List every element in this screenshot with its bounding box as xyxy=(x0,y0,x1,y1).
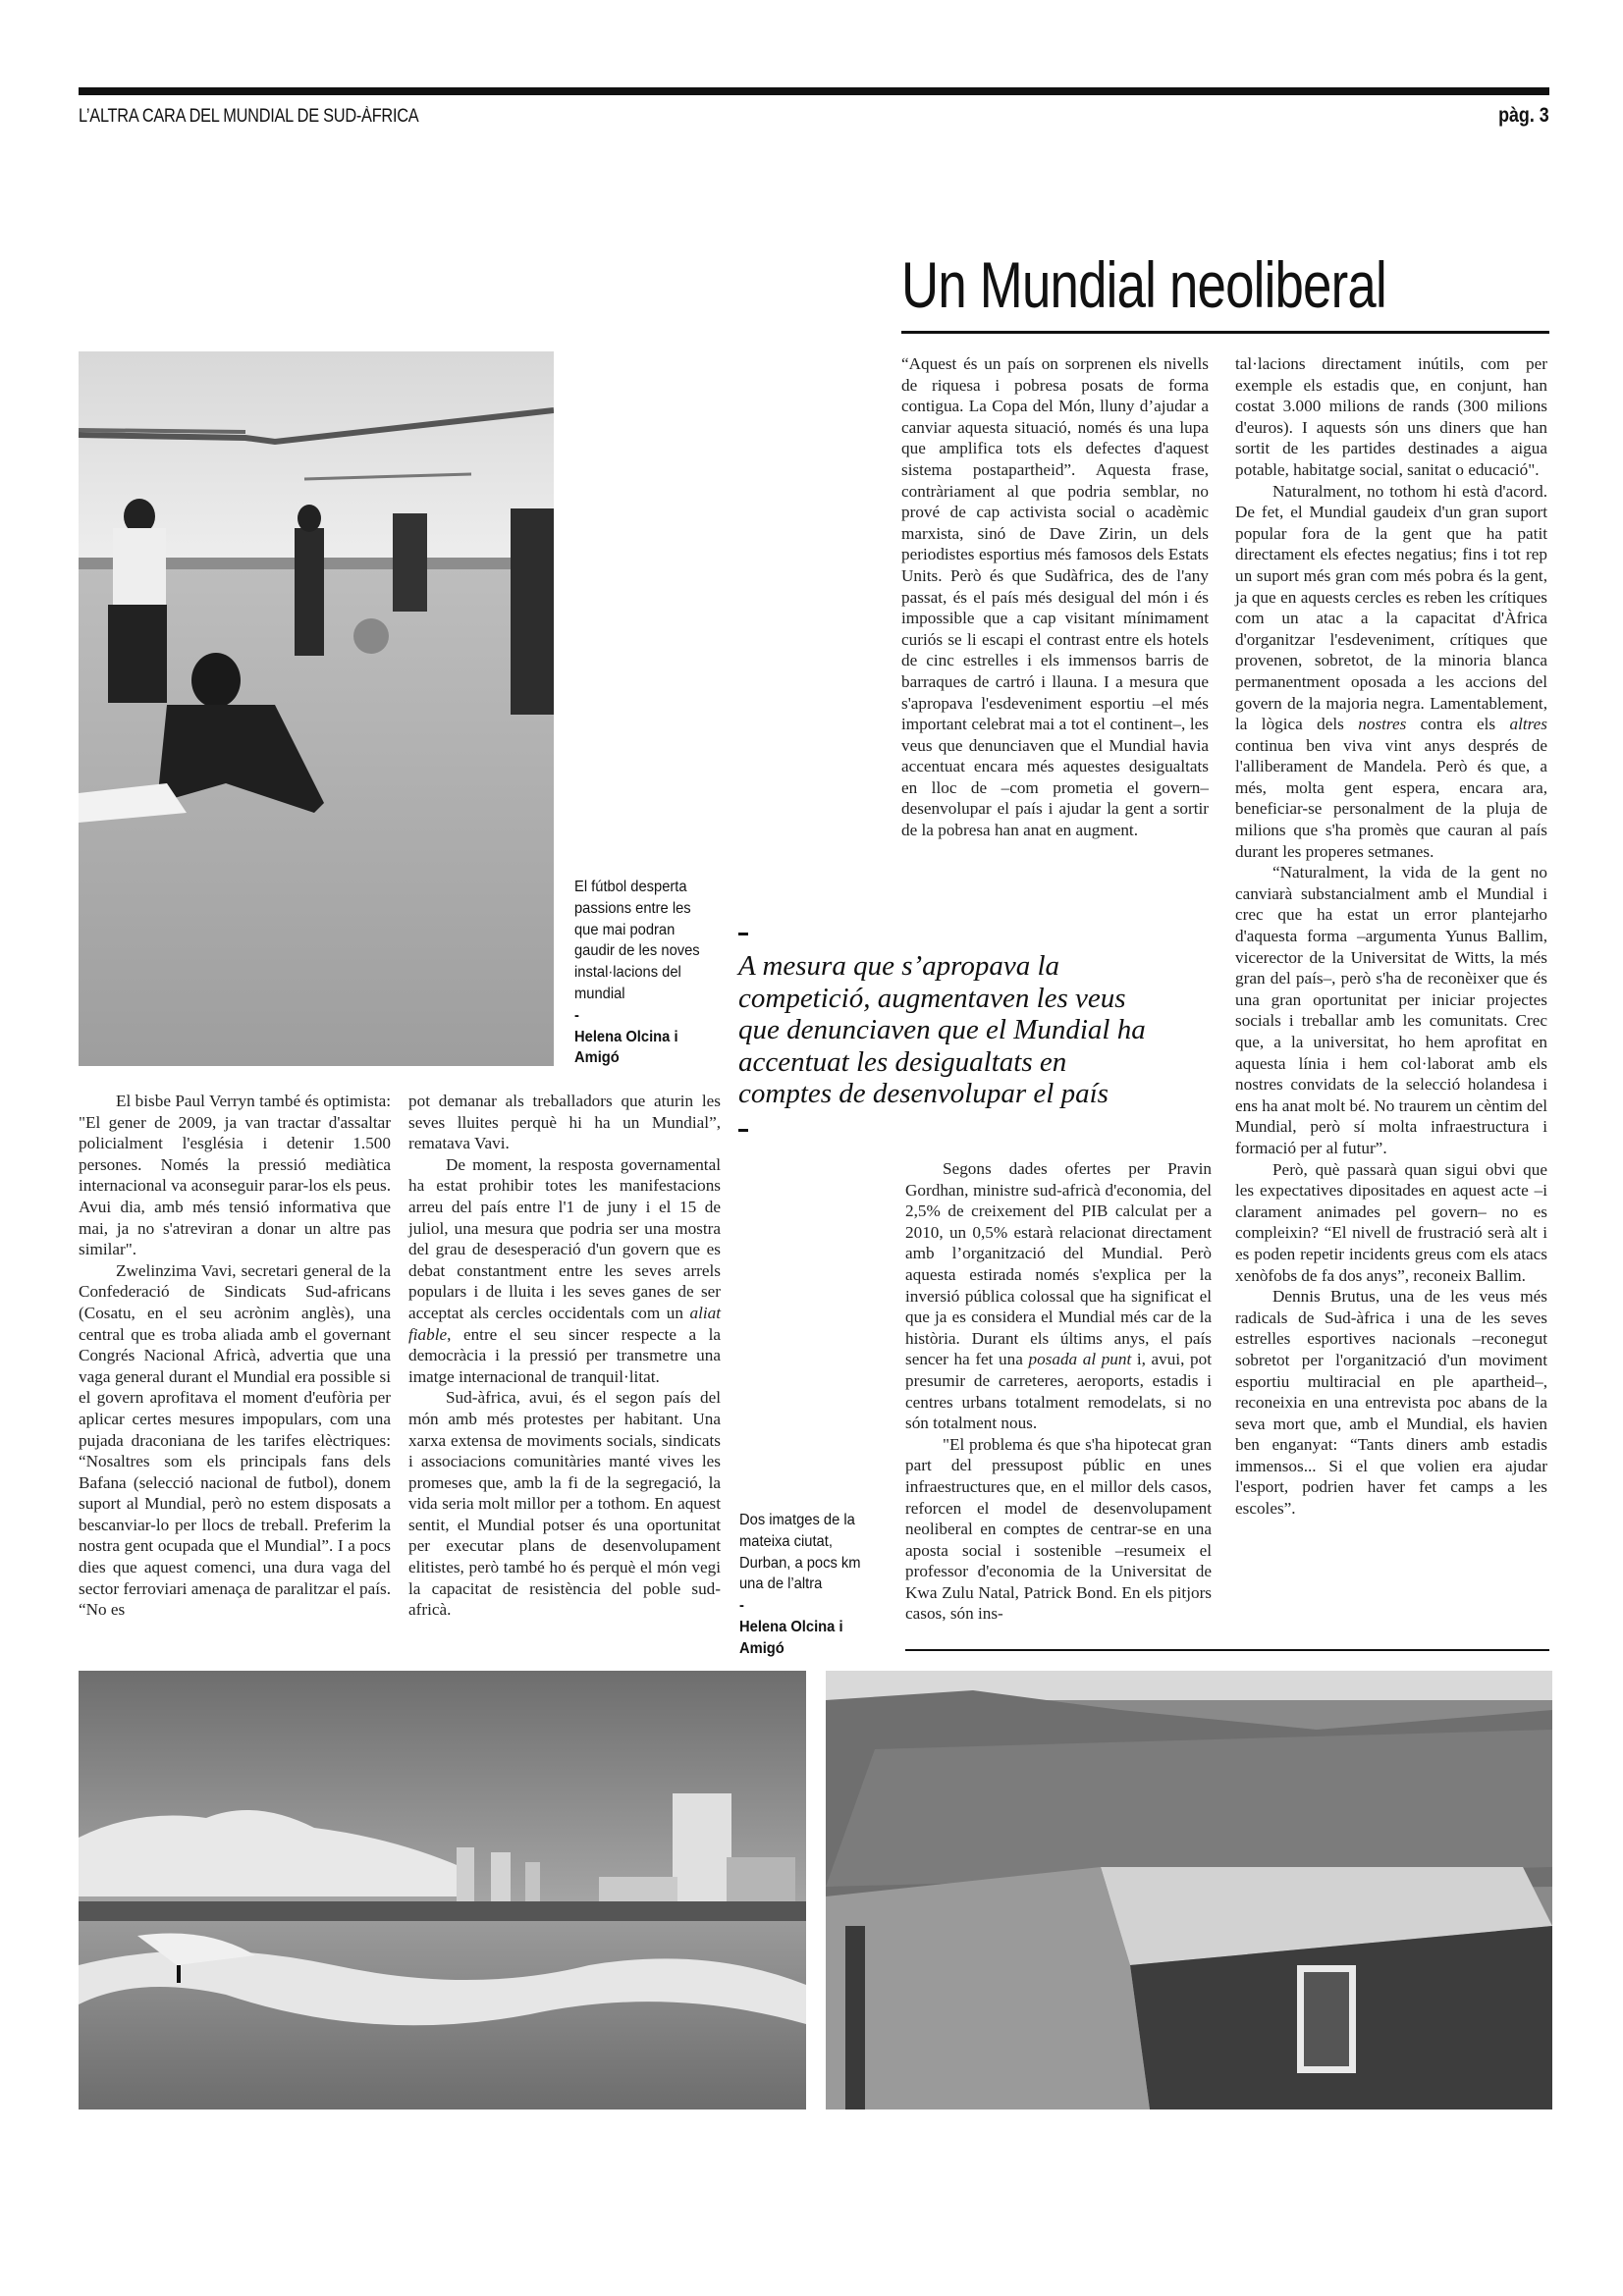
italic-term: altres xyxy=(1509,715,1547,734)
football-photo-icon xyxy=(79,351,554,1066)
paragraph: “Aquest és un país on sorprenen els nivells de riquesa i pobresa posats de forma contigua. La Copa del Món, lluny d’ajudar a canviar aquesta situació, només és una lupa que amplifica tots els defectes d'aquest sistema postapartheid”. Aquesta frase, contràriament al que podria semblar, no prové de cap activista social o acadèmic marxista, sinó de Dave Zirin, un dels periodistes esportius més famosos dels Estats Units. Però és que Sudàfrica, des de l'any passat, és el país més desigual del món i és impossible que a cap visitant mínimament curiós se li escapi el contrast entre els hotels de cinc estrelles i els immensos barris de barraques de cartró i llauna. I a mesura que s'apropava l'esdeveniment esportiu –el més important celebrat mai a tot el continent–, les veus que denunciaven que el Mundial havia accentuat encara més aquestes desigualtats en lloc de –com prometia el govern– desenvolupar el país i ajudar la gent a sortir de la pobresa han anat en augment. xyxy=(901,354,1209,840)
paragraph: pot demanar als treballadors que aturin les seves lluites perquè hi ha un Mundial”, rematava Vavi. xyxy=(408,1092,721,1153)
paragraph: Dennis Brutus, una de les veus més radicals de Sud-àfrica i una de les seves estrelles esportives nacionals –reconegut sobretot per l'organització d'un moviment esportiu multiracial en ple apartheid–, reconeixia en una entrevista poc abans de la seva mort que, amb el Mundial, els havien ben enganyat: “Tants diners amb estadis immensos... Si el que volien era ajudar l'esport, podrien haver fet camps a les escoles”. xyxy=(1235,1287,1547,1519)
caption-dash: - xyxy=(574,1006,579,1024)
section-title: L’ALTRA CARA DEL MUNDIAL DE SUD-ÀFRICA xyxy=(79,106,419,127)
caption-text: Dos imatges de la mateixa ciutat, Durban, a pocs km una de l’altra xyxy=(739,1512,861,1593)
caption-dash: - xyxy=(739,1597,744,1615)
beach-skyline-photo-icon xyxy=(79,1671,806,2109)
photo-durban-beach xyxy=(79,1671,806,2109)
paragraph: El bisbe Paul Verryn també és optimista: "El gener de 2009, ja van tractar d'assaltar policialment l'església i detenir 1.500 persones. Només la pressió mediàtica internacional va aconseguir parar-los els peus. Avui dia, amb més tensió informativa que mai, ja no s'atreviran a donar un altre pas similar". xyxy=(79,1092,391,1259)
paragraph: “Naturalment, la vida de la gent no canviarà substancialment amb el Mundial i crec que ha estat un error plantejarho d'aquesta forma –argumenta Yunus Ballim, vicerector de la Universitat de Witts, la més gran del país–, però s'ha de reconèixer que és una gran oportunitat per iniciar projectes socials i treballar amb les comunitats. Crec que, a la universitat, ho hem aprofitat en aquesta línia i hem col·laborat amb els nostres convidats de la selecció holandesa i ens ha anat molt bé. No traurem un cèntim del Mundial, però sí molta infraestructura i formació per al futur”. xyxy=(1235,863,1547,1157)
paragraph: Segons dades ofertes per Pravin Gordhan, ministre sud-africà d'economia, del 2,5% de creixement del PIB calculat per a 2010, un 0,5% estarà relacionat directament amb l’organització del Mundial. Però aquesta estirada només s'explica per la inversió pública colossal que ha significat el que ja es considera el Mundial més car de la història. Durant els últims anys, el país sencer ha fet una posada al punt i, avui, pot presumir de carreteres, aeroports, estadis i centres urbans totalment remodelats, si no són totalment nous. xyxy=(905,1159,1212,1433)
paragraph: Sud-àfrica, avui, és el segon país del món amb més protestes per habitant. Una xarxa extensa de moviments socials, sindicats i associacions comunitàries manté vives les promeses que, amb la fi de la segregació, la vida seria molt millor per a tothom. En aquest sentit, el Mundial potser és una oportunitat per executar plans de desenvolupament elitistes, però també ho és perquè el món vegi la capacitat de resistència del poble sud-africà. xyxy=(408,1388,721,1620)
pullquote-dash-top xyxy=(738,933,748,935)
italic-term: posada al punt xyxy=(1028,1350,1132,1369)
photo-football-kids xyxy=(79,351,554,1066)
shanty-town-photo-icon xyxy=(826,1671,1552,2109)
top-rule xyxy=(79,87,1549,95)
headline-rule xyxy=(901,331,1549,334)
article-column-top-center xyxy=(901,353,1209,841)
photo-caption-durban xyxy=(739,1510,875,1660)
article-column-left-2 xyxy=(408,1091,721,1621)
paragraph: "El problema és que s'ha hipotecat gran part del pressupost públic en unes infraestructures que, en el millor dels casos, reforcen el model de desenvolupament neoliberal en comptes de centrar-se en una aposta social i sostenible –resumeix el professor d'economia de la Universitat de Kwa Zulu Natal, Patrick Bond. En els pitjors casos, són ins- xyxy=(905,1434,1212,1624)
article-column-middle xyxy=(905,1158,1212,1625)
column-end-rule xyxy=(905,1649,1549,1651)
paragraph: Zwelinzima Vavi, secretari general de la Confederació de Sindicats Sud-africans (Cosatu, en el seu acrònim anglès), una central que es troba aliada amb el governant Congrés Nacional Africà, advertia que una vaga general durant el Mundial era possible si el govern aprofitava el moment d'eufòria per aplicar certes mesures impopulars, com una pujada draconiana de les tarifes elèctriques: “Nosaltres som els principals fans dels Bafana (selecció nacional de futbol), donem suport al Mundial, però no estem disposats a bescanviar-lo per llocs de treball. Preferim la nostra gent ocupada que el Mundial”. I a pocs dies que aquest comenci, una dura vaga del sector ferroviari amenaça de paralitzar el país. “No es xyxy=(79,1260,391,1620)
photo-credit: Helena Olcina i Amigó xyxy=(739,1618,843,1657)
photo-credit: Helena Olcina i Amigó xyxy=(574,1028,678,1067)
article-column-left-1 xyxy=(79,1091,391,1621)
page-number: pàg. 3 xyxy=(1498,104,1549,127)
paragraph: De moment, la resposta governamental ha estat prohibir totes les manifestacions arreu del país entre l'1 de juny i el 15 de juliol, una mesura que podria ser una mostra del grau de desesperació d'un govern que es debat constantment entre les seves arrels populars i de lluita i les seves ganes de ser acceptat als cercles occidentals com un aliat fiable, entre el seu sincer respecte a la democràcia i la pressió per transmetre una imatge internacional de tranquil·litat. xyxy=(408,1154,721,1386)
paragraph: Naturalment, no tothom hi està d'acord. De fet, el Mundial gaudeix d'un gran suport popular fora de la gent que ha patit directament els efectes negatius; fins i tot rep un suport més gran com més pobra és la gent, ja que en aquests cercles es reben les crítiques com un atac a la capacitat d'Àfrica d'organitzar l'esdeveniment, crítiques que provenen, sobretot, de la minoria blanca permanentment oposada a les accions del govern de la majoria negra. Lamentablement, la lògica dels nostres contra els altres continua ben viva vint anys després de l'alliberament de Mandela. Però és que, a més, molta gent espera, encara ara, beneficiar-se personalment de la pluja de milions que s'ha promès que cauran al país durant les properes setmanes. xyxy=(1235,481,1547,861)
pull-quote: A mesura que s’apropava la competició, augmentaven les veus que denunciaven que el Mundial ha accentuat les desigualtats en comptes de desenvolupar el país xyxy=(738,950,1146,1109)
paragraph: Però, què passarà quan sigui obvi que les expectatives dipositades en aquest acte –i clarament animades pel govern– no es compleixin? “El nivell de frustració serà alt i es poden repetir incidents greus com els atacs xenòfobs de fa dos anys”, reconeix Ballim. xyxy=(1235,1159,1547,1285)
caption-text: El fútbol desperta passions entre les que mai podran gaudir de les noves instal·lacions del mundial xyxy=(574,879,700,1002)
article-column-right xyxy=(1235,353,1547,1520)
pullquote-dash-bottom xyxy=(738,1129,748,1132)
article-headline: Un Mundial neoliberal xyxy=(901,248,1386,321)
italic-term: aliat fiable xyxy=(408,1303,721,1344)
paragraph: tal·lacions directament inútils, com per exemple els estadis que, en conjunt, han costat 3.000 milions de rands (300 milions d'euros). I aquests són uns diners que han sortit de les partides destinades a aigua potable, habitatge social, sanitat o educació". xyxy=(1235,354,1547,479)
photo-caption-football xyxy=(574,877,705,1069)
photo-durban-shacks xyxy=(826,1671,1552,2109)
italic-term: nostres xyxy=(1358,715,1407,734)
